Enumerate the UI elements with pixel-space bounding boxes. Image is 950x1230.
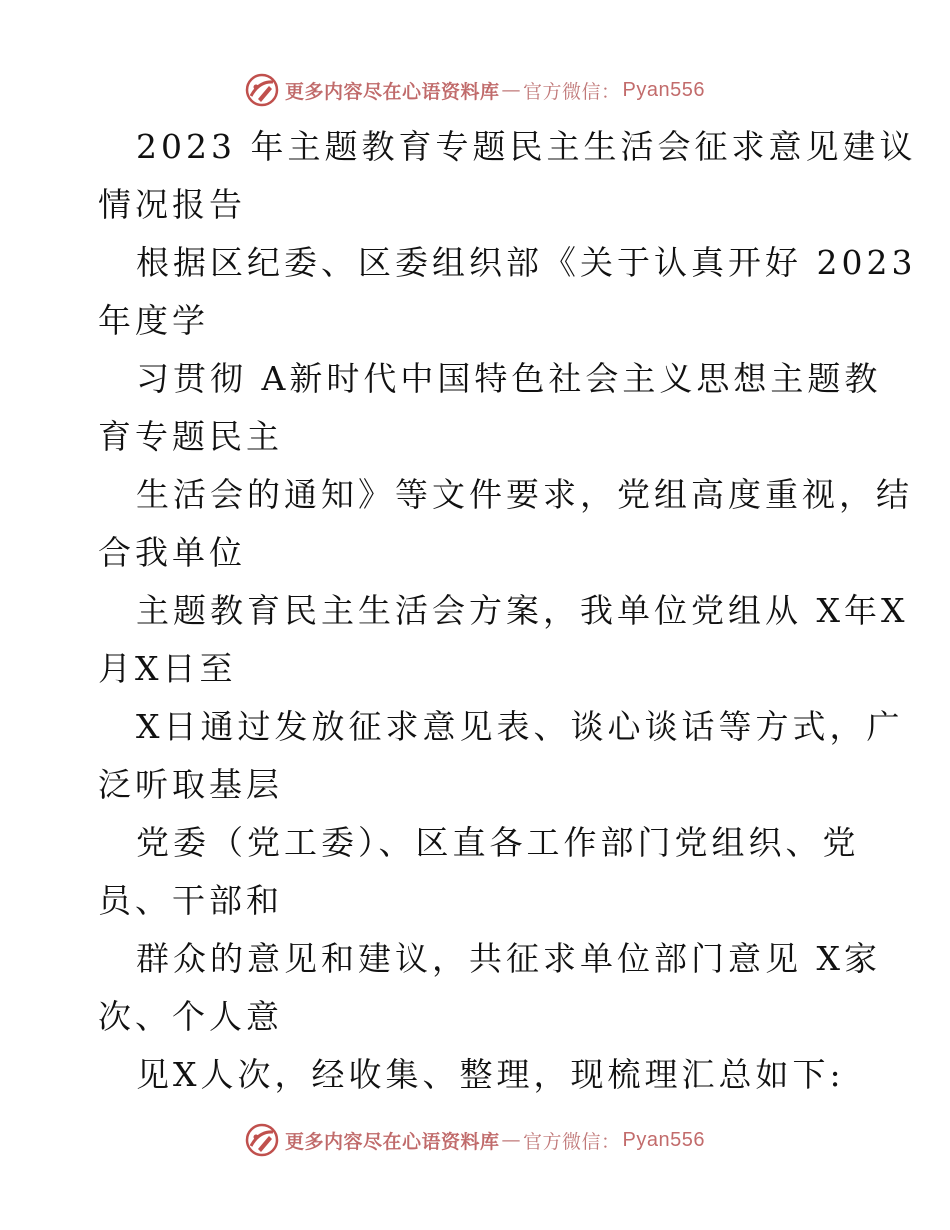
watermark-wechat-id: Pyan556: [622, 78, 705, 101]
library-logo-icon: [245, 1123, 279, 1157]
document-line: 党委（党工委）、区直各工作部门党组织、党: [136, 823, 860, 862]
document-line: 次、个人意: [98, 997, 283, 1036]
watermark-dash: —: [501, 1129, 522, 1151]
watermark-wechat-id: Pyan556: [622, 1128, 705, 1151]
document-body: [98, 118, 917, 1104]
document-line: 2023 年主题教育专题民主生活会征求意见建议: [136, 127, 917, 166]
watermark-wechat-label: 官方微信：: [523, 80, 621, 103]
document-line: 群众的意见和建议，共征求单位部门意见 X家: [136, 939, 881, 978]
watermark-dash: —: [501, 79, 522, 101]
header-watermark: [0, 70, 950, 110]
library-logo-icon: [245, 73, 279, 107]
document-line: 根据区纪委、区委组织部《关于认真开好 2023: [136, 243, 917, 282]
document-line: 生活会的通知》等文件要求，党组高度重视，结: [136, 475, 913, 514]
document-line: 合我单位: [98, 533, 246, 572]
watermark-main-text: 更多内容尽在心语资料库: [285, 1130, 500, 1153]
document-line: 育专题民主: [98, 417, 283, 456]
watermark-wechat-label: 官方微信：: [523, 1130, 621, 1153]
document-line: 见X人次，经收集、整理，现梳理汇总如下:: [136, 1055, 845, 1094]
footer-watermark: [0, 1120, 950, 1160]
document-line: 月X日至: [98, 649, 237, 688]
document-line: X日通过发放征求意见表、谈心谈话等方式，广: [136, 707, 904, 746]
watermark-main-text: 更多内容尽在心语资料库: [285, 80, 500, 103]
document-line: 年度学: [98, 301, 209, 340]
document-line: 情况报告: [98, 185, 246, 224]
document-line: 员、干部和: [98, 881, 283, 920]
document-line: 泛听取基层: [98, 765, 283, 804]
document-line: 主题教育民主生活会方案，我单位党组从 X年X: [136, 591, 909, 630]
document-line: 习贯彻 A新时代中国特色社会主义思想主题教: [136, 359, 882, 398]
